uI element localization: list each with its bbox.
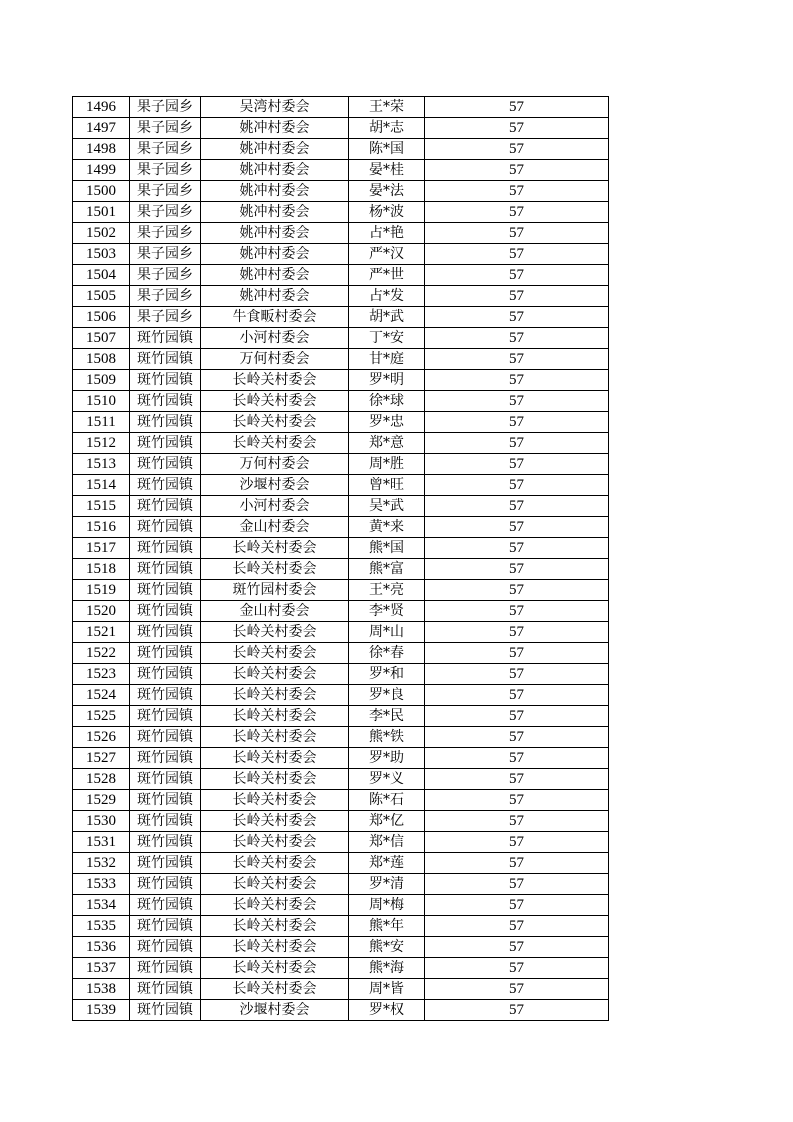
table-row — [73, 727, 609, 748]
table-row — [73, 307, 609, 328]
name-cell: 熊*安 — [349, 937, 425, 958]
village-committee-cell: 姚冲村委会 — [201, 118, 349, 139]
row-number-cell: 1534 — [73, 895, 130, 916]
township-cell: 斑竹园镇 — [130, 1000, 201, 1021]
name-cell: 熊*年 — [349, 916, 425, 937]
village-committee-cell: 长岭关村委会 — [201, 811, 349, 832]
township-cell: 果子园乡 — [130, 202, 201, 223]
village-committee-cell: 长岭关村委会 — [201, 706, 349, 727]
village-committee-cell: 万何村委会 — [201, 454, 349, 475]
row-number-cell: 1521 — [73, 622, 130, 643]
village-committee-cell: 长岭关村委会 — [201, 790, 349, 811]
row-number-cell: 1537 — [73, 958, 130, 979]
row-number-cell: 1512 — [73, 433, 130, 454]
row-number-cell: 1522 — [73, 643, 130, 664]
table-row — [73, 1000, 609, 1021]
village-committee-cell: 姚冲村委会 — [201, 223, 349, 244]
score-cell: 57 — [425, 622, 609, 643]
score-cell: 57 — [425, 664, 609, 685]
table-row — [73, 853, 609, 874]
name-cell: 杨*波 — [349, 202, 425, 223]
table-row — [73, 832, 609, 853]
row-number-cell: 1504 — [73, 265, 130, 286]
score-cell: 57 — [425, 538, 609, 559]
village-committee-cell: 姚冲村委会 — [201, 286, 349, 307]
table-row — [73, 244, 609, 265]
row-number-cell: 1516 — [73, 517, 130, 538]
name-cell: 丁*安 — [349, 328, 425, 349]
name-cell: 吴*武 — [349, 496, 425, 517]
row-number-cell: 1535 — [73, 916, 130, 937]
row-number-cell: 1513 — [73, 454, 130, 475]
name-cell: 罗*义 — [349, 769, 425, 790]
score-cell: 57 — [425, 202, 609, 223]
score-cell: 57 — [425, 1000, 609, 1021]
row-number-cell: 1503 — [73, 244, 130, 265]
township-cell: 斑竹园镇 — [130, 580, 201, 601]
score-cell: 57 — [425, 412, 609, 433]
township-cell: 斑竹园镇 — [130, 643, 201, 664]
name-cell: 周*梅 — [349, 895, 425, 916]
table-row — [73, 979, 609, 1000]
village-committee-cell: 金山村委会 — [201, 601, 349, 622]
village-committee-cell: 长岭关村委会 — [201, 832, 349, 853]
village-committee-cell: 长岭关村委会 — [201, 874, 349, 895]
name-cell: 郑*意 — [349, 433, 425, 454]
score-cell: 57 — [425, 391, 609, 412]
village-committee-cell: 长岭关村委会 — [201, 748, 349, 769]
score-cell: 57 — [425, 685, 609, 706]
village-committee-cell: 长岭关村委会 — [201, 769, 349, 790]
township-cell: 斑竹园镇 — [130, 559, 201, 580]
row-number-cell: 1528 — [73, 769, 130, 790]
score-cell: 57 — [425, 727, 609, 748]
name-cell: 罗*清 — [349, 874, 425, 895]
score-cell: 57 — [425, 307, 609, 328]
table-row — [73, 895, 609, 916]
row-number-cell: 1539 — [73, 1000, 130, 1021]
name-cell: 王*荣 — [349, 97, 425, 118]
table-row — [73, 685, 609, 706]
score-cell: 57 — [425, 265, 609, 286]
village-committee-cell: 长岭关村委会 — [201, 559, 349, 580]
score-cell: 57 — [425, 706, 609, 727]
township-cell: 斑竹园镇 — [130, 349, 201, 370]
township-cell: 斑竹园镇 — [130, 496, 201, 517]
score-cell: 57 — [425, 244, 609, 265]
score-cell: 57 — [425, 517, 609, 538]
village-committee-cell: 长岭关村委会 — [201, 643, 349, 664]
table-row — [73, 559, 609, 580]
score-cell: 57 — [425, 832, 609, 853]
table-row — [73, 937, 609, 958]
township-cell: 斑竹园镇 — [130, 769, 201, 790]
table-row — [73, 580, 609, 601]
township-cell: 斑竹园镇 — [130, 454, 201, 475]
row-number-cell: 1515 — [73, 496, 130, 517]
row-number-cell: 1536 — [73, 937, 130, 958]
name-cell: 黄*来 — [349, 517, 425, 538]
village-committee-cell: 姚冲村委会 — [201, 265, 349, 286]
township-cell: 斑竹园镇 — [130, 412, 201, 433]
row-number-cell: 1519 — [73, 580, 130, 601]
score-cell: 57 — [425, 895, 609, 916]
score-cell: 57 — [425, 643, 609, 664]
row-number-cell: 1524 — [73, 685, 130, 706]
row-number-cell: 1529 — [73, 790, 130, 811]
table-row — [73, 664, 609, 685]
township-cell: 果子园乡 — [130, 244, 201, 265]
table-row — [73, 622, 609, 643]
row-number-cell: 1531 — [73, 832, 130, 853]
table-row — [73, 328, 609, 349]
township-cell: 斑竹园镇 — [130, 622, 201, 643]
table-row — [73, 265, 609, 286]
table-row — [73, 643, 609, 664]
village-committee-cell: 姚冲村委会 — [201, 160, 349, 181]
name-cell: 甘*庭 — [349, 349, 425, 370]
table-row — [73, 538, 609, 559]
table-row — [73, 601, 609, 622]
township-cell: 斑竹园镇 — [130, 958, 201, 979]
township-cell: 果子园乡 — [130, 223, 201, 244]
name-cell: 熊*海 — [349, 958, 425, 979]
score-cell: 57 — [425, 160, 609, 181]
name-cell: 严*世 — [349, 265, 425, 286]
name-cell: 严*汉 — [349, 244, 425, 265]
township-cell: 斑竹园镇 — [130, 727, 201, 748]
township-cell: 斑竹园镇 — [130, 538, 201, 559]
row-number-cell: 1500 — [73, 181, 130, 202]
row-number-cell: 1532 — [73, 853, 130, 874]
name-cell: 周*皆 — [349, 979, 425, 1000]
table-row — [73, 811, 609, 832]
score-cell: 57 — [425, 223, 609, 244]
name-cell: 徐*春 — [349, 643, 425, 664]
village-committee-cell: 长岭关村委会 — [201, 370, 349, 391]
township-cell: 斑竹园镇 — [130, 328, 201, 349]
row-number-cell: 1518 — [73, 559, 130, 580]
township-cell: 果子园乡 — [130, 286, 201, 307]
score-cell: 57 — [425, 286, 609, 307]
table-row — [73, 475, 609, 496]
township-cell: 果子园乡 — [130, 307, 201, 328]
name-cell: 晏*桂 — [349, 160, 425, 181]
row-number-cell: 1533 — [73, 874, 130, 895]
township-cell: 斑竹园镇 — [130, 832, 201, 853]
row-number-cell: 1502 — [73, 223, 130, 244]
village-committee-cell: 长岭关村委会 — [201, 916, 349, 937]
name-cell: 郑*亿 — [349, 811, 425, 832]
score-cell: 57 — [425, 580, 609, 601]
township-cell: 果子园乡 — [130, 118, 201, 139]
name-cell: 胡*武 — [349, 307, 425, 328]
row-number-cell: 1510 — [73, 391, 130, 412]
row-number-cell: 1530 — [73, 811, 130, 832]
name-cell: 陈*国 — [349, 139, 425, 160]
score-cell: 57 — [425, 601, 609, 622]
name-cell: 徐*球 — [349, 391, 425, 412]
village-committee-cell: 小河村委会 — [201, 496, 349, 517]
table-row — [73, 433, 609, 454]
name-cell: 占*发 — [349, 286, 425, 307]
row-number-cell: 1526 — [73, 727, 130, 748]
score-cell: 57 — [425, 370, 609, 391]
row-number-cell: 1505 — [73, 286, 130, 307]
records-table-body — [73, 97, 609, 1021]
row-number-cell: 1498 — [73, 139, 130, 160]
township-cell: 斑竹园镇 — [130, 685, 201, 706]
score-cell: 57 — [425, 874, 609, 895]
table-row — [73, 97, 609, 118]
township-cell: 果子园乡 — [130, 265, 201, 286]
name-cell: 熊*铁 — [349, 727, 425, 748]
village-committee-cell: 长岭关村委会 — [201, 391, 349, 412]
township-cell: 果子园乡 — [130, 160, 201, 181]
village-committee-cell: 长岭关村委会 — [201, 412, 349, 433]
table-row — [73, 391, 609, 412]
township-cell: 斑竹园镇 — [130, 874, 201, 895]
village-committee-cell: 长岭关村委会 — [201, 853, 349, 874]
name-cell: 罗*明 — [349, 370, 425, 391]
table-row — [73, 517, 609, 538]
village-committee-cell: 小河村委会 — [201, 328, 349, 349]
score-cell: 57 — [425, 958, 609, 979]
village-committee-cell: 沙堰村委会 — [201, 1000, 349, 1021]
village-committee-cell: 长岭关村委会 — [201, 937, 349, 958]
village-committee-cell: 长岭关村委会 — [201, 664, 349, 685]
village-committee-cell: 长岭关村委会 — [201, 727, 349, 748]
name-cell: 曾*旺 — [349, 475, 425, 496]
name-cell: 陈*石 — [349, 790, 425, 811]
row-number-cell: 1499 — [73, 160, 130, 181]
township-cell: 斑竹园镇 — [130, 517, 201, 538]
township-cell: 斑竹园镇 — [130, 475, 201, 496]
score-cell: 57 — [425, 328, 609, 349]
score-cell: 57 — [425, 454, 609, 475]
name-cell: 罗*助 — [349, 748, 425, 769]
row-number-cell: 1514 — [73, 475, 130, 496]
row-number-cell: 1501 — [73, 202, 130, 223]
table-row — [73, 874, 609, 895]
table-row — [73, 160, 609, 181]
name-cell: 胡*志 — [349, 118, 425, 139]
score-cell: 57 — [425, 181, 609, 202]
name-cell: 罗*和 — [349, 664, 425, 685]
name-cell: 熊*国 — [349, 538, 425, 559]
township-cell: 斑竹园镇 — [130, 370, 201, 391]
village-committee-cell: 长岭关村委会 — [201, 979, 349, 1000]
table-row — [73, 748, 609, 769]
table-row — [73, 139, 609, 160]
score-cell: 57 — [425, 916, 609, 937]
name-cell: 罗*权 — [349, 1000, 425, 1021]
village-committee-cell: 沙堰村委会 — [201, 475, 349, 496]
name-cell: 晏*法 — [349, 181, 425, 202]
village-committee-cell: 长岭关村委会 — [201, 958, 349, 979]
village-committee-cell: 牛食畈村委会 — [201, 307, 349, 328]
table-row — [73, 958, 609, 979]
village-committee-cell: 长岭关村委会 — [201, 622, 349, 643]
table-row — [73, 454, 609, 475]
row-number-cell: 1523 — [73, 664, 130, 685]
table-row — [73, 496, 609, 517]
row-number-cell: 1507 — [73, 328, 130, 349]
name-cell: 罗*忠 — [349, 412, 425, 433]
village-committee-cell: 姚冲村委会 — [201, 244, 349, 265]
township-cell: 斑竹园镇 — [130, 811, 201, 832]
township-cell: 斑竹园镇 — [130, 790, 201, 811]
table-row — [73, 706, 609, 727]
village-committee-cell: 长岭关村委会 — [201, 433, 349, 454]
township-cell: 斑竹园镇 — [130, 391, 201, 412]
row-number-cell: 1506 — [73, 307, 130, 328]
score-cell: 57 — [425, 790, 609, 811]
name-cell: 李*贤 — [349, 601, 425, 622]
township-cell: 斑竹园镇 — [130, 433, 201, 454]
township-cell: 斑竹园镇 — [130, 937, 201, 958]
table-row — [73, 202, 609, 223]
village-committee-cell: 长岭关村委会 — [201, 685, 349, 706]
township-cell: 斑竹园镇 — [130, 706, 201, 727]
records-table — [72, 96, 609, 1021]
name-cell: 熊*富 — [349, 559, 425, 580]
name-cell: 周*胜 — [349, 454, 425, 475]
score-cell: 57 — [425, 748, 609, 769]
table-row — [73, 181, 609, 202]
score-cell: 57 — [425, 433, 609, 454]
table-row — [73, 286, 609, 307]
village-committee-cell: 长岭关村委会 — [201, 895, 349, 916]
village-committee-cell: 万何村委会 — [201, 349, 349, 370]
table-row — [73, 916, 609, 937]
row-number-cell: 1525 — [73, 706, 130, 727]
name-cell: 占*艳 — [349, 223, 425, 244]
township-cell: 果子园乡 — [130, 181, 201, 202]
township-cell: 斑竹园镇 — [130, 895, 201, 916]
row-number-cell: 1511 — [73, 412, 130, 433]
table-row — [73, 118, 609, 139]
row-number-cell: 1508 — [73, 349, 130, 370]
table-row — [73, 769, 609, 790]
score-cell: 57 — [425, 97, 609, 118]
village-committee-cell: 姚冲村委会 — [201, 139, 349, 160]
table-row — [73, 790, 609, 811]
table-row — [73, 412, 609, 433]
score-cell: 57 — [425, 349, 609, 370]
row-number-cell: 1538 — [73, 979, 130, 1000]
row-number-cell: 1496 — [73, 97, 130, 118]
village-committee-cell: 长岭关村委会 — [201, 538, 349, 559]
row-number-cell: 1527 — [73, 748, 130, 769]
name-cell: 郑*莲 — [349, 853, 425, 874]
name-cell: 王*亮 — [349, 580, 425, 601]
score-cell: 57 — [425, 937, 609, 958]
score-cell: 57 — [425, 475, 609, 496]
village-committee-cell: 吴湾村委会 — [201, 97, 349, 118]
township-cell: 斑竹园镇 — [130, 601, 201, 622]
township-cell: 斑竹园镇 — [130, 979, 201, 1000]
village-committee-cell: 金山村委会 — [201, 517, 349, 538]
township-cell: 斑竹园镇 — [130, 748, 201, 769]
row-number-cell: 1517 — [73, 538, 130, 559]
score-cell: 57 — [425, 811, 609, 832]
score-cell: 57 — [425, 118, 609, 139]
township-cell: 斑竹园镇 — [130, 853, 201, 874]
row-number-cell: 1520 — [73, 601, 130, 622]
name-cell: 周*山 — [349, 622, 425, 643]
score-cell: 57 — [425, 979, 609, 1000]
township-cell: 斑竹园镇 — [130, 916, 201, 937]
name-cell: 李*民 — [349, 706, 425, 727]
village-committee-cell: 姚冲村委会 — [201, 202, 349, 223]
score-cell: 57 — [425, 853, 609, 874]
township-cell: 斑竹园镇 — [130, 664, 201, 685]
table-row — [73, 223, 609, 244]
row-number-cell: 1509 — [73, 370, 130, 391]
score-cell: 57 — [425, 769, 609, 790]
village-committee-cell: 姚冲村委会 — [201, 181, 349, 202]
township-cell: 果子园乡 — [130, 139, 201, 160]
table-row — [73, 349, 609, 370]
score-cell: 57 — [425, 559, 609, 580]
score-cell: 57 — [425, 496, 609, 517]
score-cell: 57 — [425, 139, 609, 160]
name-cell: 罗*良 — [349, 685, 425, 706]
name-cell: 郑*信 — [349, 832, 425, 853]
row-number-cell: 1497 — [73, 118, 130, 139]
township-cell: 果子园乡 — [130, 97, 201, 118]
table-row — [73, 370, 609, 391]
village-committee-cell: 斑竹园村委会 — [201, 580, 349, 601]
